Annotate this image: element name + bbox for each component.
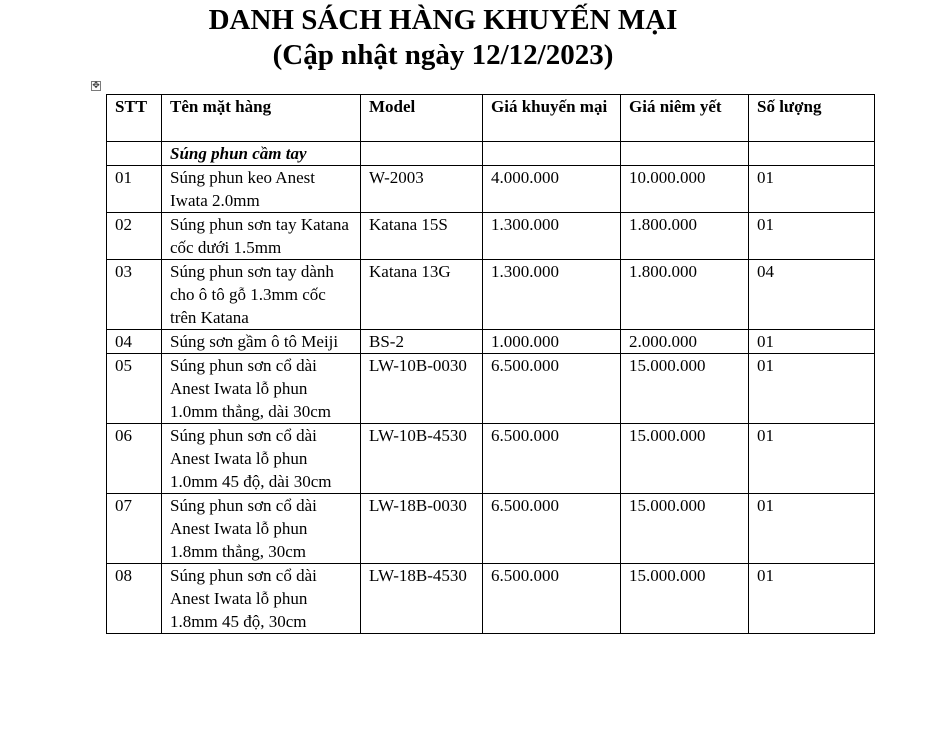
cell-name[interactable]: Súng phun sơn cổ dài Anest Iwata lỗ phun 1.8mm 45 độ, 30cm [162,564,361,634]
table-row [107,564,875,634]
table-row [107,330,875,354]
cell-promo-price[interactable]: 6.500.000 [483,354,621,424]
table-header-row [107,95,875,142]
cell-stt[interactable]: 08 [107,564,162,634]
cell-list-price[interactable]: 1.800.000 [621,213,749,260]
cell-promo-price[interactable]: 1.300.000 [483,213,621,260]
cell-stt[interactable]: 07 [107,494,162,564]
cell-model[interactable]: LW-18B-4530 [361,564,483,634]
table-cell[interactable] [483,142,621,166]
table-row [107,166,875,213]
cell-quantity[interactable]: 01 [749,424,875,494]
cell-stt[interactable]: 01 [107,166,162,213]
cell-promo-price[interactable]: 4.000.000 [483,166,621,213]
table-row [107,424,875,494]
header-model[interactable]: Model [361,95,483,142]
cell-name[interactable]: Súng phun sơn tay Katana cốc dưới 1.5mm [162,213,361,260]
cell-stt[interactable]: 03 [107,260,162,330]
table-cell[interactable] [621,142,749,166]
category-row [107,142,875,166]
cell-model[interactable]: LW-18B-0030 [361,494,483,564]
table-cell[interactable] [749,142,875,166]
cell-list-price[interactable]: 15.000.000 [621,564,749,634]
cell-name[interactable]: Súng sơn gầm ô tô Meiji [162,330,361,354]
cell-list-price[interactable]: 2.000.000 [621,330,749,354]
cell-name[interactable]: Súng phun keo Anest Iwata 2.0mm [162,166,361,213]
header-list-price[interactable]: Giá niêm yết [621,95,749,142]
document-subtitle: (Cập nhật ngày 12/12/2023) [272,39,614,71]
table-row [107,354,875,424]
cell-stt[interactable]: 04 [107,330,162,354]
cell-quantity[interactable]: 01 [749,494,875,564]
cell-stt[interactable]: 02 [107,213,162,260]
category-label[interactable]: Súng phun cầm tay [162,142,361,166]
cell-name[interactable]: Súng phun sơn cổ dài Anest Iwata lỗ phun 1.0mm 45 độ, dài 30cm [162,424,361,494]
cell-model[interactable]: Katana 13G [361,260,483,330]
cell-promo-price[interactable]: 6.500.000 [483,564,621,634]
cell-list-price[interactable]: 15.000.000 [621,354,749,424]
cell-quantity[interactable]: 01 [749,330,875,354]
table-cell[interactable] [361,142,483,166]
cell-stt[interactable]: 06 [107,424,162,494]
cell-list-price[interactable]: 15.000.000 [621,494,749,564]
table-row [107,260,875,330]
header-stt[interactable]: STT [107,95,162,142]
cell-list-price[interactable]: 10.000.000 [621,166,749,213]
cell-name[interactable]: Súng phun sơn cổ dài Anest Iwata lỗ phun 1.8mm thẳng, 30cm [162,494,361,564]
cell-name[interactable]: Súng phun sơn tay dành cho ô tô gỗ 1.3mm cốc trên Katana [162,260,361,330]
header-name[interactable]: Tên mặt hàng [162,95,361,142]
table-row [107,213,875,260]
cell-quantity[interactable]: 01 [749,354,875,424]
table-row [107,494,875,564]
cell-name[interactable]: Súng phun sơn cổ dài Anest Iwata lỗ phun 1.0mm thẳng, dài 30cm [162,354,361,424]
cell-quantity[interactable]: 01 [749,213,875,260]
cell-promo-price[interactable]: 1.000.000 [483,330,621,354]
cell-list-price[interactable]: 1.800.000 [621,260,749,330]
document-title: DANH SÁCH HÀNG KHUYẾN MẠI [208,4,678,36]
move-arrows-icon[interactable]: ✥ [92,81,100,91]
promotion-table [106,94,875,634]
cell-quantity[interactable]: 04 [749,260,875,330]
table-cell[interactable] [107,142,162,166]
cell-promo-price[interactable]: 1.300.000 [483,260,621,330]
cell-stt[interactable]: 05 [107,354,162,424]
cell-model[interactable]: W-2003 [361,166,483,213]
cell-promo-price[interactable]: 6.500.000 [483,494,621,564]
cell-model[interactable]: Katana 15S [361,213,483,260]
cell-model[interactable]: LW-10B-0030 [361,354,483,424]
header-promo-price[interactable]: Giá khuyến mại [483,95,621,142]
cell-model[interactable]: BS-2 [361,330,483,354]
header-quantity[interactable]: Số lượng [749,95,875,142]
cell-quantity[interactable]: 01 [749,564,875,634]
cell-quantity[interactable]: 01 [749,166,875,213]
cell-list-price[interactable]: 15.000.000 [621,424,749,494]
cell-model[interactable]: LW-10B-4530 [361,424,483,494]
cell-promo-price[interactable]: 6.500.000 [483,424,621,494]
